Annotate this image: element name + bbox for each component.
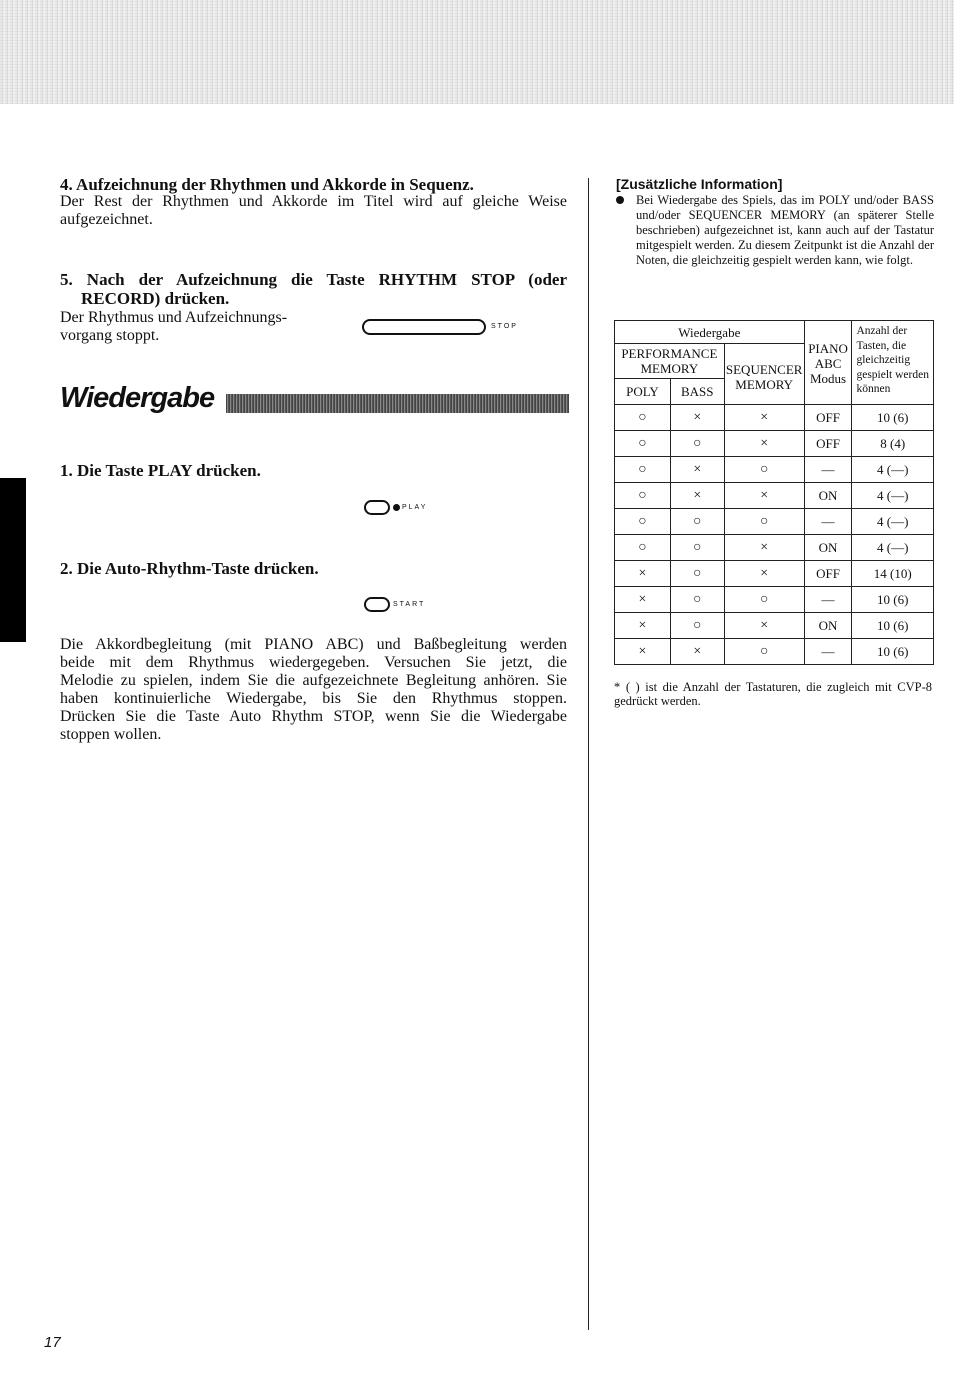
play-step-heading: 1. Die Taste PLAY drücken. — [60, 461, 261, 480]
section-title-bar — [226, 394, 569, 413]
table-cell-count: 10 (6) — [852, 587, 934, 613]
table-cell-piano: — — [804, 457, 852, 483]
table-cell-seq: ○ — [724, 639, 804, 665]
table-header-wiedergabe: Wiedergabe — [615, 321, 805, 344]
table-cell-piano: ON — [804, 483, 852, 509]
table-row — [615, 509, 934, 535]
play-indicator-dot-icon — [393, 504, 400, 511]
table-cell-count: 4 (—) — [852, 457, 934, 483]
step5-text-line2: vorgang stoppt. — [60, 327, 160, 344]
table-row — [615, 639, 934, 665]
top-scan-band — [0, 0, 954, 104]
table-cell-bass: ○ — [670, 509, 724, 535]
step5-heading-line2: RECORD) drücken. — [81, 289, 230, 308]
table-header-count: Anzahl der Tasten, die gleichzeitig gespielt werden können — [852, 321, 934, 405]
column-divider — [588, 178, 589, 1330]
table-cell-piano: — — [804, 509, 852, 535]
table-cell-bass: × — [670, 639, 724, 665]
table-cell-piano: — — [804, 639, 852, 665]
table-cell-seq: × — [724, 535, 804, 561]
table-cell-count: 4 (—) — [852, 535, 934, 561]
table-cell-piano: ON — [804, 613, 852, 639]
table-row — [615, 535, 934, 561]
table-cell-count: 14 (10) — [852, 561, 934, 587]
table-cell-piano: — — [804, 587, 852, 613]
table-cell-poly: ○ — [615, 431, 671, 457]
table-cell-piano: OFF — [804, 431, 852, 457]
table-cell-poly: ○ — [615, 405, 671, 431]
table-footnote: * ( ) ist die Anzahl der Tastaturen, die zugleich mit CVP-8 gedrückt werden. — [614, 680, 932, 708]
table-header-sequencer-memory: SEQUENCER MEMORY — [724, 344, 804, 405]
table-cell-seq: ○ — [724, 509, 804, 535]
table-cell-poly: ○ — [615, 509, 671, 535]
table-cell-seq: ○ — [724, 457, 804, 483]
table-cell-count: 4 (—) — [852, 483, 934, 509]
table-row — [615, 457, 934, 483]
table-cell-count: 4 (—) — [852, 509, 934, 535]
table-header-poly: POLY — [615, 379, 671, 405]
table-cell-bass: ○ — [670, 613, 724, 639]
section-title: Wiedergabe — [60, 382, 215, 414]
info-text: Bei Wiedergabe des Spiels, das im POLY und/oder BASS und/oder SEQUENCER MEMORY (an späterer Stelle beschrieben) aufgezeichnet ist, kann auch auf der Tastatur mitgespielt werden. Zu diesem Zeitpunkt ist die Anzahl der Noten, die gleichzeitig gespielt werden kann, wie folgt. — [636, 193, 934, 267]
table-cell-piano: OFF — [804, 405, 852, 431]
table-cell-bass: ○ — [670, 535, 724, 561]
paragraph-line-1: Die Akkordbegleitung (mit PIANO ABC) und Baßbegleitung werden — [60, 636, 567, 653]
table-cell-bass: ○ — [670, 587, 724, 613]
paragraph-line-4: haben kontinuierliche Wiedergabe, bis Sie den Rhythmus stoppen. — [60, 690, 567, 707]
step5-text-line1: Der Rhythmus und Aufzeichnungs- — [60, 309, 288, 326]
table-row — [615, 561, 934, 587]
step5-heading-line1: 5. Nach der Aufzeichnung die Taste RHYTHM STOP (oder — [60, 270, 567, 289]
table-cell-poly: × — [615, 639, 671, 665]
table-cell-seq: × — [724, 613, 804, 639]
table-row — [615, 613, 934, 639]
play-button-label: PLAY — [402, 504, 428, 511]
step4-heading: 4. Aufzeichnung der Rhythmen und Akkorde in Sequenz. — [60, 175, 474, 194]
table-cell-count: 8 (4) — [852, 431, 934, 457]
table-cell-seq: × — [724, 405, 804, 431]
paragraph-line-6: stoppen wollen. — [60, 726, 162, 743]
table-cell-piano: OFF — [804, 561, 852, 587]
step4-text-line1: Der Rest der Rhythmen und Akkorde im Titel wird auf gleiche Weise — [60, 193, 567, 210]
auto-rhythm-step-heading: 2. Die Auto-Rhythm-Taste drücken. — [60, 559, 319, 578]
table-cell-poly: × — [615, 561, 671, 587]
page-edge-tab — [0, 478, 26, 642]
table-cell-seq: × — [724, 483, 804, 509]
table-cell-count: 10 (6) — [852, 639, 934, 665]
table-header-performance-memory: PERFORMANCE MEMORY — [615, 344, 725, 379]
table-cell-bass: × — [670, 405, 724, 431]
paragraph-line-2: beide mit dem Rhythmus wiedergegeben. Versuchen Sie jetzt, die — [60, 654, 567, 671]
start-button-label: START — [393, 601, 426, 608]
play-button-icon — [364, 500, 390, 515]
table-cell-piano: ON — [804, 535, 852, 561]
table-cell-seq: × — [724, 431, 804, 457]
polyphony-table — [614, 320, 934, 665]
table-cell-poly: × — [615, 613, 671, 639]
table-cell-bass: ○ — [670, 431, 724, 457]
table-cell-count: 10 (6) — [852, 405, 934, 431]
stop-button-label: STOP — [491, 323, 518, 330]
table-row — [615, 587, 934, 613]
table-cell-poly: ○ — [615, 535, 671, 561]
table-row — [615, 405, 934, 431]
page-number: 17 — [44, 1334, 61, 1351]
table-header-bass: BASS — [670, 379, 724, 405]
start-button-icon — [364, 597, 390, 612]
info-heading: [Zusätzliche Information] — [616, 176, 783, 192]
bullet-icon — [616, 196, 624, 204]
table-cell-bass: ○ — [670, 561, 724, 587]
paragraph-line-3: Melodie zu spielen, indem Sie die aufgezeichnete Begleitung anhören. Sie — [60, 672, 567, 689]
table-header-piano-abc: PIANO ABC Modus — [804, 321, 852, 405]
table-row — [615, 431, 934, 457]
table-cell-seq: × — [724, 561, 804, 587]
table-cell-bass: × — [670, 483, 724, 509]
table-cell-seq: ○ — [724, 587, 804, 613]
paragraph-line-5: Drücken Sie die Taste Auto Rhythm STOP, wenn Sie die Wiedergabe — [60, 708, 567, 725]
table-cell-poly: ○ — [615, 483, 671, 509]
table-cell-poly: × — [615, 587, 671, 613]
table-cell-count: 10 (6) — [852, 613, 934, 639]
rhythm-stop-button-icon — [362, 319, 486, 335]
step4-text-line2: aufgezeichnet. — [60, 211, 153, 228]
table-cell-bass: × — [670, 457, 724, 483]
table-row — [615, 483, 934, 509]
table-cell-poly: ○ — [615, 457, 671, 483]
